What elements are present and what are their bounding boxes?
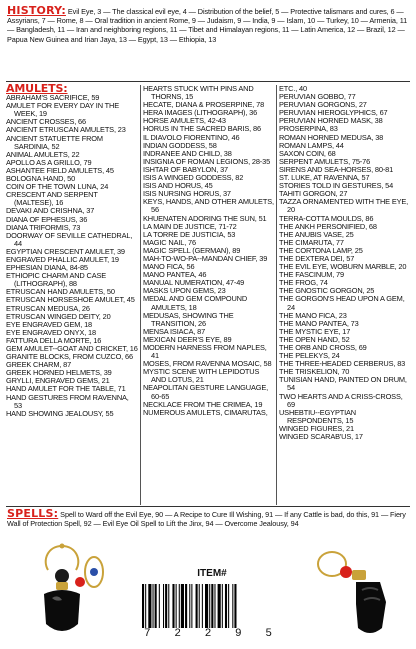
barcode-bar	[225, 584, 227, 628]
spells-section	[7, 509, 409, 529]
index-entry: ETC., 40	[279, 84, 307, 93]
index-entry: CRESCENT AND SERPENT (MALTESE), 16	[6, 190, 98, 208]
index-entry: INDIAN GODDESS, 58	[143, 140, 217, 150]
index-entry: MEDAL AND GEM COMPOUND AMULETS, 18	[143, 294, 248, 312]
index-entry: SAXON COIN, 68	[279, 148, 336, 158]
barcode-bar	[211, 584, 213, 628]
spells-heading: SPELLS:	[7, 507, 59, 520]
barcode-digits	[144, 628, 272, 640]
index-entry: NECKLACE FROM THE CRIMEA, 19	[143, 399, 263, 409]
index-entry: THE MANO FICA, 23	[279, 310, 347, 320]
index-entry: ETRUSCAN HAND AMULETS, 50	[6, 287, 115, 297]
index-entry: ROMAN HORNED MEDUSA, 38	[279, 132, 384, 142]
index-entry: THE ANUBIS VASE, 25	[279, 229, 354, 239]
history-section	[7, 6, 409, 44]
index-entry: HAND AMULET FOR THE TABLE, 71	[6, 384, 126, 394]
item-number-label: ITEM#	[197, 568, 227, 579]
barcode-bar	[218, 584, 221, 628]
amulets-list-3	[279, 85, 411, 441]
index-entry: GRANITE BLOCKS, FROM CUZCO, 66	[6, 352, 133, 362]
barcode-digit: 7	[144, 628, 151, 640]
index-entry: USHEBTIU--EGYPTIAN RESPONDENTS, 15	[279, 407, 356, 425]
index-entry: ASHANTEE FIELD AMULETS, 45	[6, 165, 114, 175]
index-entry: THE CIMARUTA, 77	[279, 237, 344, 247]
barcode-bar	[234, 584, 236, 628]
index-entry: MYSTIC SCENE WITH LEPIDOTUS AND LOTUS, 21	[143, 367, 260, 385]
history-heading: HISTORY:	[7, 4, 66, 17]
barcode-bar	[191, 584, 192, 628]
index-entry: EGYPTIAN CRESCENT AMULET, 39	[6, 246, 125, 256]
index-entry: ANIMAL AMULETS, 22	[6, 149, 80, 159]
amulets-column-1	[6, 82, 138, 418]
barcode-bar	[214, 584, 215, 628]
index-entry: ABRAHAM'S SACRIFICE, 59	[6, 93, 100, 103]
index-entry: HORSE AMULETS, 42-43	[143, 116, 226, 126]
index-entry: THE OPEN HAND, 52	[279, 334, 350, 344]
index-entry: IL DIAVOLO FIORENTINO, 46	[143, 132, 240, 142]
index-entry: MANO PANTEA, 46	[143, 270, 207, 280]
amulets-list-1	[6, 94, 138, 418]
index-entry: THE MANO PANTEA, 73	[279, 318, 359, 328]
index-entry: TERRA-COTTA MOULDS, 86	[279, 213, 374, 223]
index-entry: STORIES TOLD IN GESTURES, 54	[279, 181, 394, 191]
index-entry: MASKS UPON GEMS, 23	[143, 286, 226, 296]
barcode-bar	[142, 584, 144, 628]
index-entry: NUMEROUS AMULETS, CIMARUTAS,	[143, 407, 268, 417]
evil-eye-amulet-icon	[18, 542, 110, 640]
index-entry: WINGED SCARAB'US, 17	[279, 432, 363, 442]
index-entry: ETHIOPIC CHARM AND CASE (LITHOGRAPH), 88	[6, 271, 107, 289]
index-entry: INDRANEE AND CHILD, 38	[143, 148, 232, 158]
barcode-bar	[176, 584, 177, 628]
index-entry: WINGED FIGURES, 21	[279, 423, 354, 433]
index-entry: COIN OF THE TOWN LUNA, 24	[6, 182, 109, 192]
barcode-bar	[209, 584, 210, 628]
barcode-digit: 5	[265, 628, 272, 640]
amulets-index	[6, 82, 410, 505]
barcode-bar	[196, 584, 198, 628]
index-entry: MOSES, FROM RAVENNA MOSAIC, 58	[143, 359, 272, 369]
index-entry: PROSERPINA, 83	[279, 124, 338, 134]
barcode-bar	[205, 584, 208, 628]
index-entry: GREEK CHARM, 87	[6, 360, 72, 370]
index-entry: INSIGNIA OF ROMAN LEGIONS, 28-35	[143, 156, 271, 166]
index-entry: MEDUSAS, SHOWING THE TRANSITION, 26	[143, 310, 234, 328]
index-entry: GEM AMULET--GOAT AND CRICKET, 16	[6, 344, 138, 353]
index-entry: THE MYSTIC EYE, 17	[279, 326, 351, 336]
index-entry: THE FROG, 74	[279, 278, 328, 288]
index-entry: MAGIC NAIL, 76	[143, 237, 196, 247]
index-entry: ANCIENT STATUETTE FROM SARDINIA, 52	[6, 133, 103, 151]
barcode-bar	[163, 584, 164, 628]
barcode-digit: 2	[204, 628, 212, 640]
index-entry: SERPENT AMULETS, 75-76	[279, 156, 371, 166]
index-entry: AMULET FOR EVERY DAY IN THE WEEK, 19	[6, 101, 120, 119]
index-entry: HECATE, DIANA & PROSERPINE, 78	[143, 100, 265, 110]
barcode-bar	[185, 584, 187, 628]
index-entry: ANCIENT CROSSES, 66	[6, 117, 86, 127]
index-entry: THE THREE-HEADED CERBERUS, 83	[279, 359, 406, 369]
barcode-bar	[181, 584, 184, 628]
barcode-bar	[145, 584, 146, 628]
amulets-heading: AMULETS:	[6, 82, 68, 95]
column-divider-2	[276, 85, 277, 505]
index-entry: SIRENS AND SEA-HORSES, 80-81	[279, 164, 394, 174]
index-entry: APOLLO AS A GRILLO, 79	[6, 157, 92, 167]
index-entry: ISHTAR OF BABYLON, 37	[143, 164, 229, 174]
index-entry: THE GNOSTIC GORGON, 25	[279, 286, 375, 296]
index-entry: THE DEXTERA DEI, 57	[279, 253, 355, 263]
index-entry: PERUVIAN GOBBO, 77	[279, 92, 356, 102]
index-entry: HERA IMAGES (LITHOGRAPH), 36	[143, 108, 258, 118]
index-entry: ISIS NURSING HORUS, 37	[143, 189, 231, 199]
amulets-column-2	[143, 85, 275, 417]
index-entry: GRYLLI, ENGRAVED GEMS, 21	[6, 376, 110, 386]
index-entry: ROMAN LAMPS, 44	[279, 140, 344, 150]
index-entry: PERUVIAN HIEROGLYPHICS, 67	[279, 108, 388, 118]
index-entry: TAZZA ORNAMENTED WITH THE EYE, 20	[279, 197, 409, 215]
barcode-bar	[199, 584, 200, 628]
barcode-bar	[159, 584, 160, 628]
column-divider-1	[140, 85, 141, 505]
barcode-bar	[153, 584, 154, 628]
barcode	[140, 584, 276, 628]
index-entry: HORUS IN THE SACRED BARIS, 86	[143, 124, 261, 134]
index-entry: DIANA OF EPHESUS, 36	[6, 214, 88, 224]
barcode-bars	[140, 584, 276, 628]
index-entry: KEYS, HANDS, AND OTHER AMULETS, 56	[143, 197, 274, 215]
index-entry: HAND SHOWING JEALOUSY, 55	[6, 408, 114, 418]
index-entry: THE EVIL EYE, WOBURN MARBLE, 20	[279, 262, 407, 272]
index-entry: THE FASCINUM, 79	[279, 270, 344, 280]
index-entry: MAGIC SPELL (GERMAN), 89	[143, 245, 241, 255]
amulets-list-2	[143, 85, 275, 417]
index-entry: MANUAL NUMERATION, 47-49	[143, 278, 245, 288]
index-entry: PERUVIAN GORGONS, 27	[279, 100, 367, 110]
index-entry: THE PELEKYS, 24	[279, 351, 340, 361]
index-entry: MEXICAN DEER'S EYE, 89	[143, 334, 232, 344]
barcode-bar	[189, 584, 190, 628]
index-entry: BOLOGNA HAND, 50	[6, 174, 76, 184]
index-entry: ETRUSCAN HORSESHOE AMULET, 45	[6, 295, 135, 305]
barcode-bar	[155, 584, 157, 628]
index-entry: LA TORRE DE JUSTICIA, 53	[143, 229, 236, 239]
barcode-bar	[179, 584, 180, 628]
index-entry: MANO FICA, 56	[143, 262, 195, 272]
index-entry: HEARTS STUCK WITH PINS AND THORNS, 15	[143, 84, 254, 102]
barcode-bar	[168, 584, 169, 628]
index-entry: ETRUSCAN WINGED DEITY, 20	[6, 311, 111, 321]
index-entry: LA MAIN DE JUSTICE, 71-72	[143, 221, 237, 231]
amulets-column-3	[279, 85, 411, 441]
index-entry: HAND GESTURES FROM RAVENNA, 53	[6, 392, 129, 410]
barcode-bar	[228, 584, 229, 628]
index-entry: TUNISIAN HAND, PAINTED ON DRUM, 54	[279, 375, 407, 393]
index-entry: THE GORGON'S HEAD UPON A GEM, 24	[279, 294, 405, 312]
index-entry: NEAPOLITAN GESTURE LANGUAGE, 60-65	[143, 383, 269, 401]
fist-charm-amulet-icon	[306, 542, 406, 640]
barcode-digit: 9	[235, 628, 242, 640]
index-entry: ETRUSCAN MEDUSA, 26	[6, 303, 90, 313]
index-entry: THE ORB AND CROSS, 69	[279, 343, 367, 352]
index-entry: TAHITI GORGON, 27	[279, 189, 348, 199]
index-entry: ISIS AND HORUS, 45	[143, 181, 213, 191]
index-entry: ENGRAVED PHALLIC AMULET, 19	[6, 254, 119, 264]
index-entry: ANCIENT ETRUSCAN AMULETS, 23	[6, 125, 126, 135]
index-entry: THE TRISKELION, 70	[279, 367, 350, 377]
index-entry: EPHESIAN DIANA, 84-85	[6, 263, 88, 273]
barcode-bar	[148, 584, 151, 628]
index-entry: MENSA ISIACA, 87	[143, 326, 206, 336]
barcode-bar	[165, 584, 167, 628]
history-text: Evil Eye, 3 — The classical evil eye, 4 — Distribution of the belief, 5 — Protective talismans and cures, 6 — Assyrians, 7 — Rome, 8 — Oral tradition in ancient Rome, 9 — Judaism, 9 — India, 9 — Islam, 10 — Turkey, 10 — Armenia, 11 — Bangladesh, 11 — Iran and neighboring regions, 11 — Tibet and Himalayan regions, 11 — Latin America, 12 — Brazil, 12 — Papua New Guinea and Irian Jaya, 13 — Egypt, 13 — Ethiopia, 13	[7, 7, 408, 44]
index-entry: DIANA TRIFORMIS, 73	[6, 222, 81, 232]
index-entry: PERUVIAN HORNED MASK, 38	[279, 116, 383, 126]
divider-bottom	[6, 506, 410, 507]
index-entry: TWO HEARTS AND A CRISS-CROSS, 69	[279, 391, 403, 409]
index-entry: EYE ENGRAVED ONYX, 18	[6, 327, 96, 337]
index-entry: MODERN HARNESS FROM NAPLES, 41	[143, 343, 267, 361]
index-entry: THE CORTONA LAMP, 25	[279, 245, 363, 255]
spells-text: Spell to Ward off the Evil Eye, 90 — A Recipe to Cure Ill Wishing, 91 — If any Cattle is bad, do this, 91 — Fiery Wall of Protection Spell, 92 — Evil Eye Oil Spell to Lift the Jinx, 94 — Overcome Jealousy, 94	[7, 510, 406, 529]
barcode-digit: 2	[174, 628, 181, 640]
index-entry: GREEK HORNED HELMETS, 39	[6, 368, 112, 378]
barcode-bar	[232, 584, 233, 628]
index-entry: DEVAKI AND CRISHNA, 37	[6, 206, 95, 216]
index-entry: ST. LUKE, AT RAVENNA, 57	[279, 173, 370, 183]
index-entry: ISIS A WINGED GODDESS, 82	[143, 173, 244, 183]
barcode-bar	[172, 584, 174, 628]
index-entry: KHUENATEN ADORING THE SUN, 51	[143, 213, 267, 223]
index-entry: FATTURA DELLA MORTE, 16	[6, 335, 102, 345]
index-entry: MAH-TO-WO-PA--MANDAN CHIEF, 39	[143, 253, 268, 263]
index-entry: DOORWAY OF SEVILLE CATHEDRAL, 44	[6, 230, 133, 248]
index-entry: EYE ENGRAVED GEM, 18	[6, 319, 92, 329]
barcode-bar	[222, 584, 223, 628]
barcode-bar	[202, 584, 203, 628]
index-entry: THE ANKH PERSONIFIED, 68	[279, 221, 377, 231]
